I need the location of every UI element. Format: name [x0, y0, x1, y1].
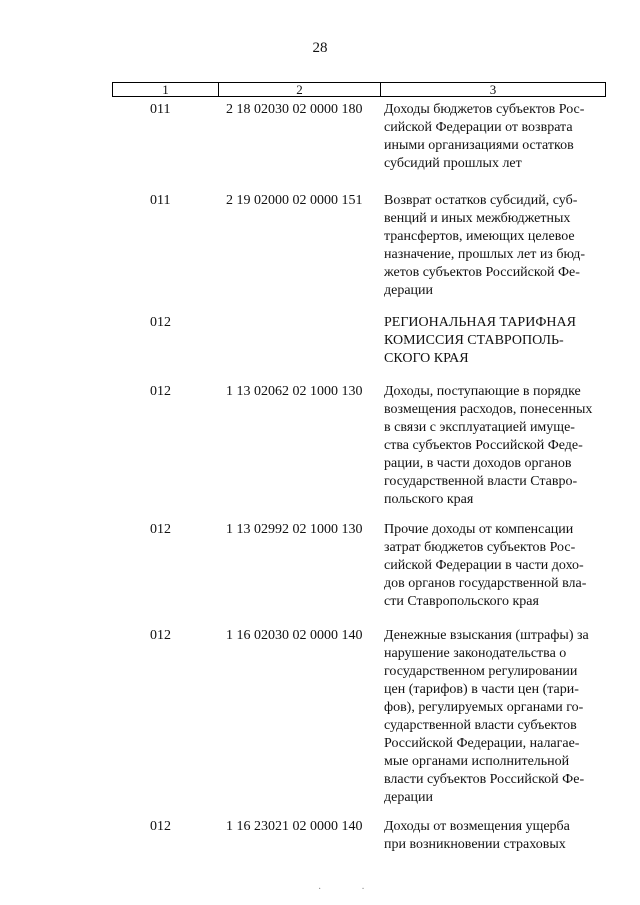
income-code: 2 18 02030 02 0000 180: [226, 102, 363, 117]
income-description: [384, 521, 606, 611]
description-line: иными организациями остатков: [384, 138, 574, 153]
description-line: цен (тарифов) в части цен (тари-: [384, 682, 579, 697]
description-line: КОМИССИЯ СТАВРОПОЛЬ-: [384, 333, 564, 348]
description-line: дерации: [384, 790, 434, 805]
admin-code: 012: [150, 384, 171, 399]
admin-code: 012: [150, 315, 171, 330]
income-code: 1 13 02992 02 1000 130: [226, 522, 363, 537]
income-code: 2 19 02000 02 0000 151: [226, 193, 363, 208]
description-line: Денежные взыскания (штрафы) за: [384, 628, 589, 643]
income-description: [384, 101, 606, 173]
description-line: государственной власти Ставро-: [384, 474, 578, 489]
description-line: Российской Федерации, налагае-: [384, 736, 580, 751]
description-line: СКОГО КРАЯ: [384, 351, 469, 366]
header-col-1: 1: [113, 83, 219, 96]
income-description: [384, 383, 606, 509]
admin-code: 012: [150, 819, 171, 834]
description-line: при возникновении страховых: [384, 837, 566, 852]
description-line: венций и иных межбюджетных: [384, 211, 571, 226]
admin-code: 011: [150, 102, 171, 117]
income-code: 1 16 02030 02 0000 140: [226, 628, 363, 643]
description-line: фов), регулируемых органами го-: [384, 700, 584, 715]
admin-code: 012: [150, 522, 171, 537]
income-description: [384, 627, 606, 807]
scan-artifact: ··: [318, 884, 405, 895]
description-line: власти субъектов Российской Фе-: [384, 772, 585, 787]
table-header: [112, 82, 606, 97]
description-line: Возврат остатков субсидий, суб-: [384, 193, 578, 208]
description-line: Доходы, поступающие в порядке: [384, 384, 581, 399]
income-description: [384, 818, 606, 854]
header-col-3: 3: [489, 82, 497, 97]
description-line: сударственной власти субъектов: [384, 718, 577, 733]
description-line: рации, в части доходов органов: [384, 456, 572, 471]
section-title: [384, 314, 606, 368]
description-line: сийской Федерации в части дохо-: [384, 558, 584, 573]
description-line: жетов субъектов Российской Фе-: [384, 265, 580, 280]
description-line: трансфертов, имеющих целевое: [384, 229, 575, 244]
description-line: нарушение законодательства о: [384, 646, 567, 661]
description-line: затрат бюджетов субъектов Рос-: [384, 540, 576, 555]
description-line: ства субъектов Российской Феде-: [384, 438, 583, 453]
income-code: 1 16 23021 02 0000 140: [226, 819, 363, 834]
description-line: назначение, прошлых лет из бюд-: [384, 247, 585, 262]
header-col-2: 2: [219, 83, 381, 96]
description-line: РЕГИОНАЛЬНАЯ ТАРИФНАЯ: [384, 315, 576, 330]
description-line: субсидий прошлых лет: [384, 156, 522, 171]
description-line: сийской Федерации от возврата: [384, 120, 573, 135]
description-line: мые органами исполнительной: [384, 754, 570, 769]
description-line: сти Ставропольского края: [384, 594, 539, 609]
admin-code: 011: [150, 193, 171, 208]
description-line: Доходы бюджетов субъектов Рос-: [384, 102, 585, 117]
description-line: возмещения расходов, понесенных: [384, 402, 593, 417]
description-line: польского края: [384, 492, 474, 507]
description-line: государственном регулировании: [384, 664, 578, 679]
income-code: 1 13 02062 02 1000 130: [226, 384, 363, 399]
description-line: Прочие доходы от компенсации: [384, 522, 574, 537]
description-line: дов органов государственной вла-: [384, 576, 587, 591]
description-line: дерации: [384, 283, 434, 298]
admin-code: 012: [150, 628, 171, 643]
description-line: Доходы от возмещения ущерба: [384, 819, 570, 834]
income-description: [384, 192, 606, 300]
description-line: в связи с эксплуатацией имуще-: [384, 420, 575, 435]
page-number: 28: [312, 40, 328, 56]
